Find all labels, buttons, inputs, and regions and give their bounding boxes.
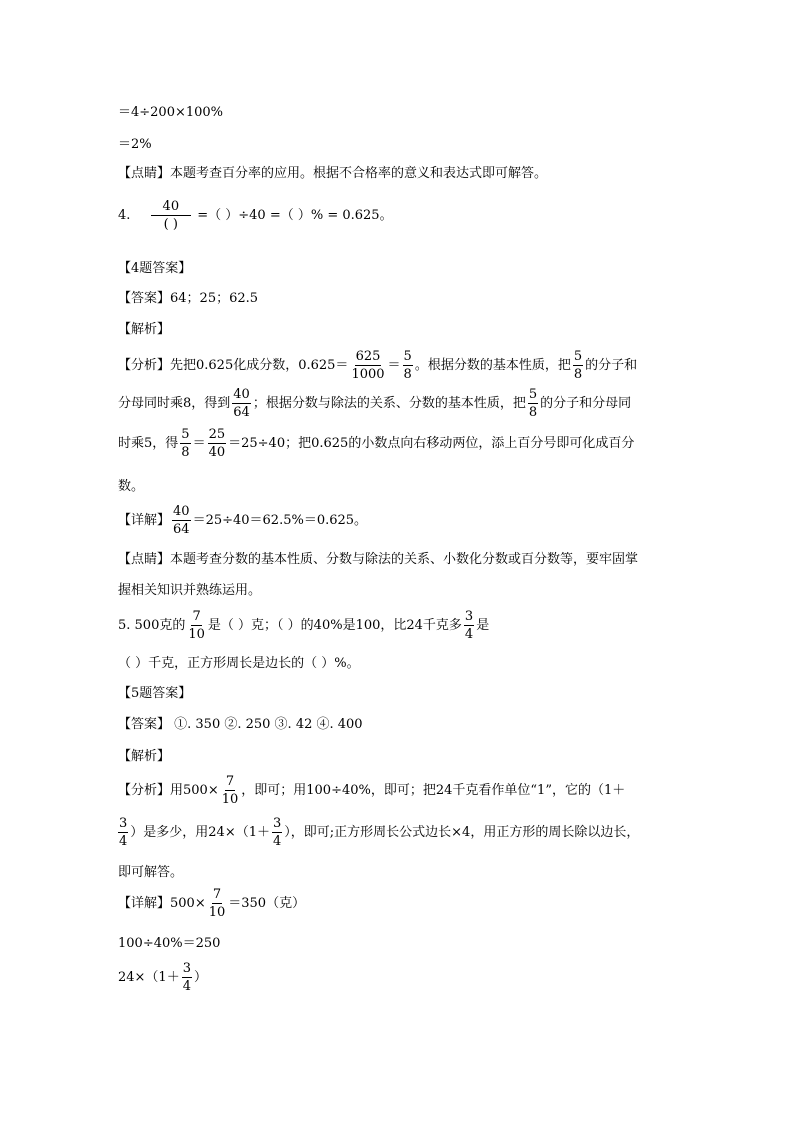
fraction: $\frac{5}{8}$ [403, 349, 412, 382]
fraction: $\frac{25}{40}$ [208, 427, 226, 460]
answer-5: 【答案】 ①. 350 ②. 250 ③. 42 ④. 400 [118, 717, 363, 732]
fraction: $\frac{7}{10}$ [188, 609, 205, 642]
analysis-4-line-2: 分母同时乘8，得到 $\frac{40}{64}$ ；根据分数与除法的关系、分数的基本性质，把 $\frac{5}{8}$ 的分子和分母同 [118, 387, 632, 420]
fraction: $\frac{7}{10}$ [221, 774, 239, 807]
note-4-line-1: 【点睛】本题考查分数的基本性质、分数与除法的关系、小数化分数或百分数等，要牢固掌 [118, 552, 639, 567]
fraction: $\frac{625}{1000}$ [351, 349, 385, 382]
detail-5-line-3: 24×（1＋ $\frac{3}{4}$ ） [118, 961, 208, 994]
fraction: $\frac{5}{8}$ [528, 387, 538, 420]
analysis-title-5: 【解析】 [118, 749, 171, 764]
analysis-4-line-1: 【分析】先把0.625化成分数，0.625＝ $\frac{625}{1000}$ ＝ $\frac{5}{8}$ 。根据分数的基本性质，把 $\frac{5}{8}$ 的分子和 [118, 349, 638, 382]
detail-5-line-1: 【详解】500× $\frac{7}{10}$ ＝350（克） [118, 887, 306, 920]
question-5-line-2: （ ）千克，正方形周长是边长的（ ）%。 [118, 656, 360, 671]
detail-5-line-2: 100÷40%＝250 [118, 936, 221, 951]
analysis-5-line-3: 即可解答。 [118, 865, 184, 880]
fraction: $\frac{40}{64}$ [233, 387, 250, 420]
fraction: $\frac{40}{64}$ [173, 504, 190, 537]
question-5-line-1: 5. 500克的 $\frac{7}{10}$ 是（ ）克；（ ）的40%是100，比24千克多 $\frac{3}{4}$ 是 [118, 609, 490, 642]
fraction: $\frac{3}{4}$ [119, 816, 128, 849]
analysis-4-line-4: 数。 [118, 479, 145, 494]
analysis-title-4: 【解析】 [118, 322, 171, 337]
detail-4: 【详解】 $\frac{40}{64}$ ＝25÷40＝62.5%＝0.625。 [118, 504, 368, 537]
answer-4: 【答案】64；25；62.5 [118, 291, 259, 306]
fraction: $\frac{5}{8}$ [573, 349, 583, 382]
analysis-5-line-1: 【分析】用500× $\frac{7}{10}$ ，即可；用100÷40%，即可；把24千克看作单位“1”，它的（1＋ [118, 774, 626, 807]
question-number: 4. [118, 208, 131, 223]
answer-title-4: 【4题答案】 [118, 261, 192, 276]
question-4-text: =（ ）÷40 =（ ）% = 0.625。 [197, 208, 393, 223]
fraction: $\frac{5}{8}$ [181, 427, 190, 460]
analysis-4-line-3: 时乘5，得 $\frac{5}{8}$ ＝ $\frac{25}{40}$ ＝25÷40；把0.625的小数点向右移动两位，添上百分号即可化成百分 [118, 427, 635, 460]
note-4-line-2: 握相关知识并熟练运用。 [118, 583, 262, 598]
answer-title-5: 【5题答案】 [118, 686, 192, 701]
note-q3: 【点睛】本题考查百分率的应用。根据不合格率的意义和表达式即可解答。 [118, 166, 548, 181]
fraction: $\frac{3}{4}$ [464, 609, 474, 642]
fraction: $\frac{3}{4}$ [182, 961, 191, 994]
question-4 [118, 200, 393, 231]
analysis-5-line-2: $\frac{3}{4}$ ）是多少，用24×（1＋ $\frac{3}{4}$ ），即可;正方形周长公式边长×4，用正方形的周长除以边长， [119, 816, 640, 849]
fraction: $\frac{3}{4}$ [273, 816, 282, 849]
fraction: $\frac{7}{10}$ [208, 887, 226, 920]
calc-line-2: ＝2% [118, 137, 152, 152]
calc-line-1: ＝4÷200×100% [118, 105, 224, 120]
fraction: $\frac{40}{( )}$ [151, 200, 192, 231]
